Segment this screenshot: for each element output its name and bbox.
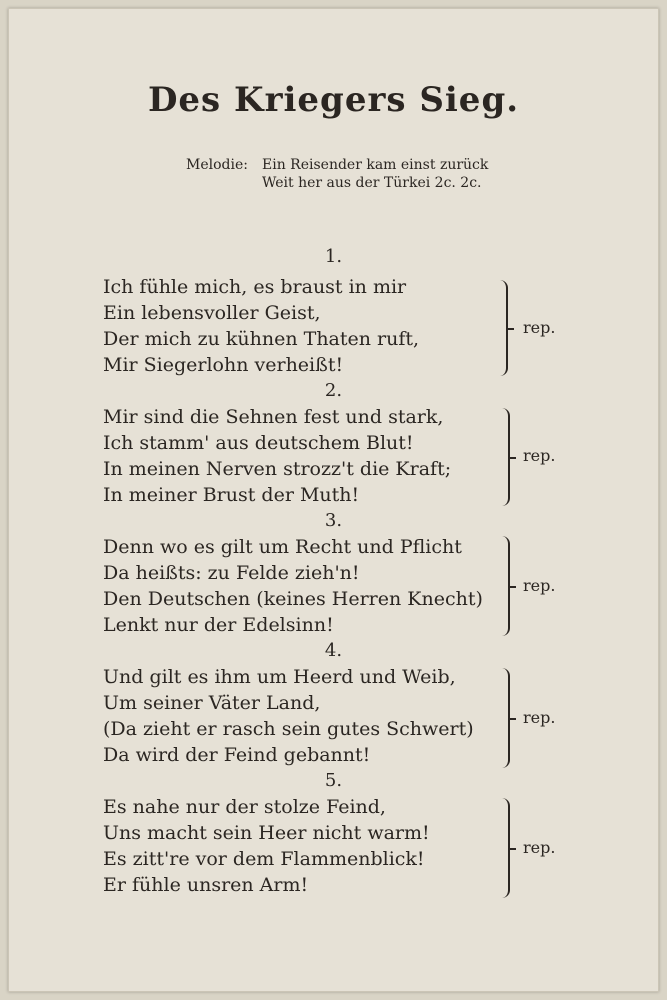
stanza-lines bbox=[103, 664, 474, 768]
repeat-mark: rep. bbox=[523, 708, 556, 727]
verse-line: Es zitt're vor dem Flammenblick! bbox=[103, 848, 425, 870]
repeat-brace bbox=[492, 280, 508, 376]
repeat-brace bbox=[494, 668, 510, 768]
stanza-lines bbox=[103, 274, 419, 378]
song-title: Des Kriegers Sieg. bbox=[147, 80, 520, 120]
stanza-number: 3. bbox=[324, 510, 343, 531]
repeat-brace bbox=[494, 408, 510, 506]
repeat-mark: rep. bbox=[523, 576, 556, 595]
verse-line: Da wird der Feind gebannt! bbox=[103, 744, 371, 766]
verse-line: Es nahe nur der stolze Feind, bbox=[103, 796, 386, 818]
verse-line: Ich stamm' aus deutschem Blut! bbox=[103, 432, 414, 454]
repeat-mark: rep. bbox=[523, 318, 556, 337]
verse-line: Mir sind die Sehnen fest und stark, bbox=[103, 406, 444, 428]
melody-note bbox=[186, 156, 488, 192]
stanza-number: 2. bbox=[324, 380, 343, 401]
repeat-brace bbox=[494, 798, 510, 898]
melody-label: Melodie: bbox=[186, 157, 248, 173]
verse-line: In meiner Brust der Muth! bbox=[103, 484, 360, 506]
stanza-number: 4. bbox=[324, 640, 343, 661]
verse-line: (Da zieht er rasch sein gutes Schwert) bbox=[103, 718, 474, 740]
verse-line: Um seiner Väter Land, bbox=[103, 692, 321, 714]
melody-line-2: Weit her aus der Türkei 2c. 2c. bbox=[262, 175, 482, 191]
repeat-mark: rep. bbox=[523, 838, 556, 857]
verse-line: Da heißts: zu Felde zieh'n! bbox=[103, 562, 360, 584]
verse-line: Ich fühle mich, es braust in mir bbox=[103, 276, 407, 298]
verse-line: Ein lebensvoller Geist, bbox=[103, 302, 321, 324]
melody-line-1: Ein Reisender kam einst zurück bbox=[262, 157, 489, 173]
verse-line: Mir Siegerlohn verheißt! bbox=[103, 354, 344, 376]
verse-line: Lenkt nur der Edelsinn! bbox=[103, 614, 334, 636]
stanza-lines bbox=[103, 534, 483, 638]
verse-line: Er fühle unsren Arm! bbox=[103, 874, 309, 896]
stanza-lines bbox=[103, 404, 451, 508]
verse-line: In meinen Nerven strozz't die Kraft; bbox=[103, 458, 452, 480]
verse-line: Denn wo es gilt um Recht und Pflicht bbox=[103, 536, 462, 558]
stanza-number: 1. bbox=[324, 246, 343, 267]
stanza-number: 5. bbox=[324, 770, 343, 791]
verse-line: Uns macht sein Heer nicht warm! bbox=[103, 822, 430, 844]
stanza-lines bbox=[103, 794, 430, 898]
verse-line: Den Deutschen (keines Herren Knecht) bbox=[103, 588, 483, 610]
verse-line: Der mich zu kühnen Thaten ruft, bbox=[103, 328, 420, 350]
repeat-mark: rep. bbox=[523, 446, 556, 465]
repeat-brace bbox=[494, 536, 510, 636]
verse-line: Und gilt es ihm um Heerd und Weib, bbox=[103, 666, 456, 688]
